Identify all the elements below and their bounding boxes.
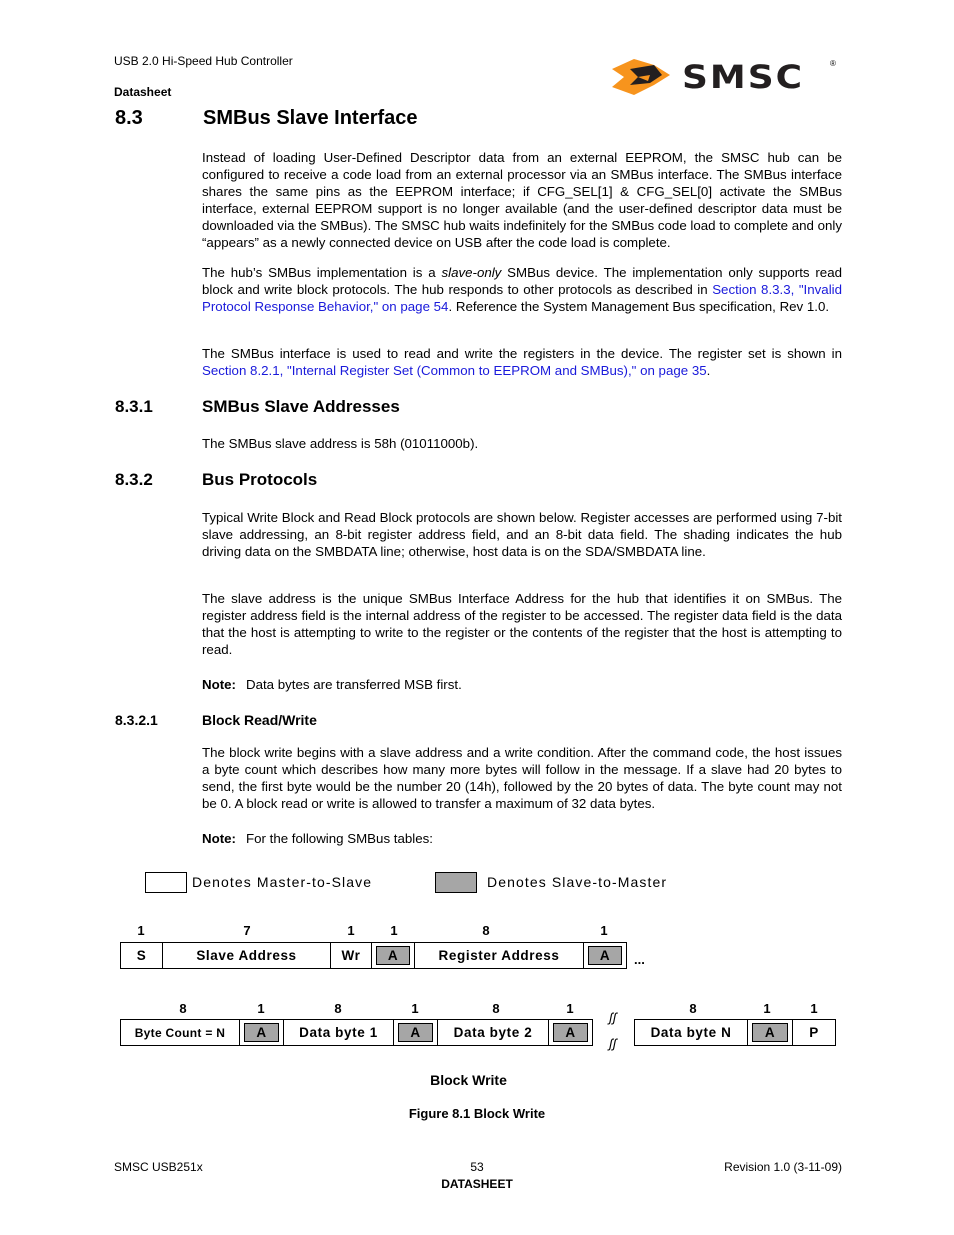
cell-ack-frame <box>583 942 627 969</box>
footer-datasheet: DATASHEET <box>441 1177 513 1191</box>
note-text: Data bytes are transferred MSB first. <box>245 677 462 692</box>
row2-bits: 1 <box>566 1001 574 1016</box>
section-paragraph-1: Instead of loading User-Defined Descriptor data from an external EEPROM, the SMSC hub can be configured to receive a code load from an external processor via an SMBus interface. The SMBus interface shares the same pins as the EEPROM interface; if CFG_SEL[1] & CFG_SEL[0] activate the SMBus interface, external EEPROM support is no longer available (and the user-defined descriptor data must be downloaded via the SMBus). The SMSC hub waits indefinitely for the SMBus code load to complete and only “appears” as a newly connected device on USB after the code load is complete. <box>202 150 842 250</box>
para2-italic: slave-only <box>441 265 502 280</box>
break-mark-top: ʃʃ <box>609 1010 617 1025</box>
footer-left: SMSC USB251x <box>114 1160 203 1174</box>
legend-slave-label: Denotes Slave-to-Master <box>487 874 668 890</box>
row1-bits: 1 <box>600 923 608 938</box>
row1-bits: 1 <box>347 923 355 938</box>
cell-ack: A <box>752 1023 788 1042</box>
slave-address-text: The SMBus slave address is 58h (01011000b). <box>202 436 479 451</box>
para2-text-a: The hub’s SMBus implementation is a <box>202 265 442 280</box>
legend-master-label: Denotes Master-to-Slave <box>192 874 373 890</box>
para2-text-b: SMBus device. The implementation only supports read block and write block protocols. The hub responds to other protocols as described in <box>202 265 842 297</box>
registered-mark: ® <box>830 59 836 68</box>
para3-text-a: The SMBus interface is used to read and write the registers in the device. The register set is shown in <box>202 346 842 361</box>
footer-revision: Revision 1.0 (3-11-09) <box>724 1160 842 1174</box>
subsection-title-8-3-2-1: Block Read/Write <box>202 712 317 728</box>
cell-ack: A <box>588 946 622 965</box>
diagram-caption: Block Write <box>430 1072 507 1088</box>
cell-ack: A <box>553 1023 588 1042</box>
note-tables <box>202 830 842 847</box>
cell-write: Wr <box>330 942 372 969</box>
row2-bits: 8 <box>179 1001 187 1016</box>
section-paragraph-2 <box>202 264 842 315</box>
subsection-title-8-3-1: SMBus Slave Addresses <box>202 397 400 416</box>
cell-ack-frame <box>393 1019 438 1046</box>
row2-bits: 1 <box>257 1001 265 1016</box>
row1-bits: 8 <box>482 923 490 938</box>
para3-text-b: . <box>706 363 711 378</box>
cell-ack-frame <box>747 1019 793 1046</box>
bus-protocols-paragraph-1: Typical Write Block and Read Block protocols are shown below. Register accesses are performed using 7-bit slave addressing, an 8-bit register address field, and an 8-bit data field. The shading indicates the hub driving data on the SMBDATA line; otherwise, host data is on the SDA/SMBDATA line. <box>202 510 842 559</box>
cell-register-address: Register Address <box>414 942 584 969</box>
cell-byte-count: Byte Count = N <box>120 1019 240 1046</box>
smsc-logo <box>610 55 845 99</box>
section-paragraph-3 <box>202 345 842 379</box>
cell-ack: A <box>376 946 410 965</box>
legend-slave-swatch <box>435 872 477 893</box>
cell-ack: A <box>398 1023 433 1042</box>
cell-ack-frame <box>548 1019 593 1046</box>
note-label: Note: <box>202 831 236 846</box>
cell-ack-frame <box>371 942 415 969</box>
cell-start: S <box>120 942 163 969</box>
subsection-number-8-3-2: 8.3.2 <box>115 470 153 489</box>
legend-master-swatch <box>145 872 187 893</box>
row1-ellipsis: ... <box>634 952 645 967</box>
figure-caption: Figure 8.1 Block Write <box>408 1106 546 1121</box>
logo-text: SMSC <box>682 59 805 96</box>
doc-type: Datasheet <box>114 85 172 99</box>
link-section-8-2-1[interactable]: Section 8.2.1, "Internal Register Set (Common to EEPROM and SMBus)," on page 35 <box>202 363 707 378</box>
row2-bits: 8 <box>334 1001 342 1016</box>
cell-slave-address: Slave Address <box>162 942 331 969</box>
para2-text-c: . Reference the System Management Bus specification, Rev 1.0. <box>448 299 830 314</box>
page-number: 53 <box>470 1160 484 1174</box>
row1-bits: 7 <box>243 923 251 938</box>
row2-bits: 1 <box>810 1001 818 1016</box>
note-msb <box>202 676 842 693</box>
row2-bits: 1 <box>763 1001 771 1016</box>
note-label: Note: <box>202 677 236 692</box>
row2-bits: 8 <box>492 1001 500 1016</box>
cell-data-byte-1: Data byte 1 <box>283 1019 394 1046</box>
link-section-8-3-3[interactable]: Section 8.3.3, "Invalid Protocol Response Behavior," on page 54 <box>202 282 842 314</box>
subsection-number-8-3-1: 8.3.1 <box>115 397 153 416</box>
cell-data-byte-2: Data byte 2 <box>437 1019 549 1046</box>
block-read-write-paragraph: The block write begins with a slave address and a write condition. After the command code, the host issues a byte count which describes how many more bytes will follow in the message. If a slave had 20 bytes to send, the first byte would be the number 20 (14h), followed by the 20 bytes of data. The byte count may not be 0. A block read or write is allowed to transfer a maximum of 32 data bytes. <box>202 745 842 811</box>
row2-bits: 8 <box>689 1001 697 1016</box>
doc-title: USB 2.0 Hi-Speed Hub Controller <box>114 54 293 68</box>
row1-bits: 1 <box>390 923 398 938</box>
cell-ack: A <box>244 1023 279 1042</box>
cell-stop: P <box>792 1019 836 1046</box>
subsection-title-8-3-2: Bus Protocols <box>202 470 318 489</box>
subsection-number-8-3-2-1: 8.3.2.1 <box>115 712 158 728</box>
section-number: 8.3 <box>115 107 143 129</box>
break-mark-bottom: ʃʃ <box>609 1036 617 1051</box>
note-text: For the following SMBus tables: <box>245 831 433 846</box>
cell-ack-frame <box>239 1019 284 1046</box>
row1-bits: 1 <box>137 923 145 938</box>
bus-protocols-paragraph-2: The slave address is the unique SMBus Interface Address for the hub that identifies it on SMBus. The register address field is the internal address of the register to be accessed. The register data field is the data that the host is attempting to write to the register or the contents of the register that the host is attempting to read. <box>202 591 842 657</box>
section-title: SMBus Slave Interface <box>203 107 418 129</box>
row2-bits: 1 <box>411 1001 419 1016</box>
cell-data-byte-n: Data byte N <box>634 1019 748 1046</box>
